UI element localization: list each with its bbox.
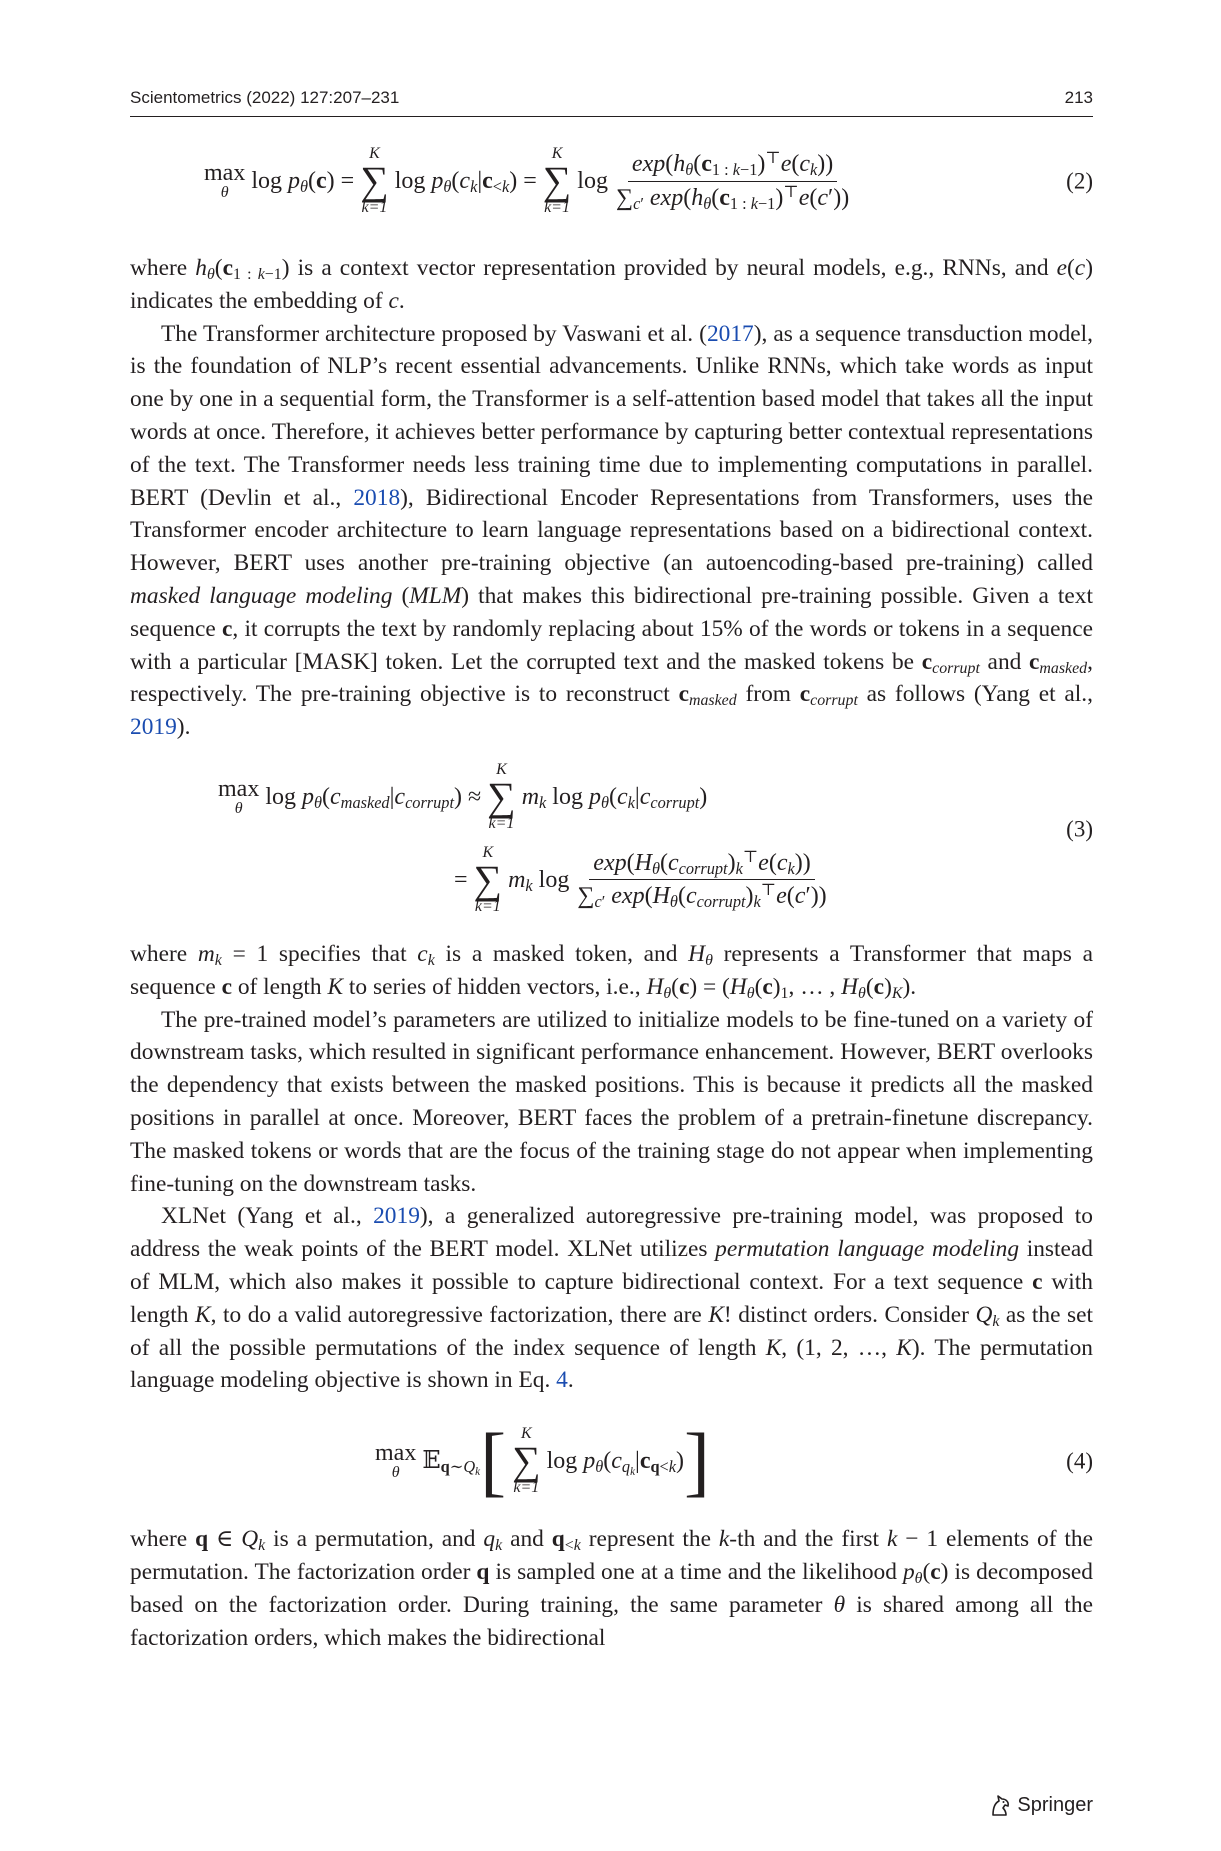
springer-horse-icon [989, 1793, 1011, 1817]
journal-citation: Scientometrics (2022) 127:207–231 [130, 88, 400, 107]
equation-2 [130, 128, 1093, 234]
equation-4-number: (4) [1066, 1448, 1093, 1474]
equation-3-line-1: max θ $\log p_\theta(c_{masked}|c_{corrupt})$ ≈ K ∑ k=1 $m_k$ $\log p_\theta(c_k|c_{corrupt})$ [218, 760, 708, 832]
page-body [130, 128, 1093, 1654]
citation-vaswani-2017[interactable]: 2017 [706, 320, 754, 347]
equation-3-line-2: = K ∑ k=1 $m_k$ log $\frac{\exp(H_\theta(c_{corrupt})_k^⊤e(c_k))}{\sum_{c'} \exp(H_\theta(c_{corrupt})_k^⊤e(c'))}$ [454, 843, 827, 915]
paragraph-6: where q ∈ $Q_k$ is a permutation, and $q_k$ and $q_{<k}$ represent the k-th and the first k − 1 elements of the permutation. The factorization order q is sampled one at a time and the likelihood $p_\theta(c)$ is decomposed based on the factorization order. During training, the same parameter θ is shared among all the factorization orders, which makes the bidirectional [130, 1526, 1093, 1651]
running-header [130, 88, 1093, 117]
equation-3 [130, 758, 1093, 926]
page-number: 213 [1064, 88, 1093, 107]
equation-4 [130, 1411, 1093, 1511]
equation-2-number: (2) [1066, 168, 1093, 194]
equation-4-reference[interactable]: 4 [556, 1367, 568, 1394]
citation-yang-2019-b[interactable]: 2019 [373, 1203, 420, 1230]
paragraph-3: where $m_k = 1$ specifies that $c_k$ is a masked token, and $H_\theta$ represents a Transformer that maps a sequence c of length K to series of hidden vectors, i.e., $H_\theta(c) = (H_\theta(c)_1$, … , $H_\theta(c)_K$). [130, 940, 1093, 1002]
citation-devlin-2018[interactable]: 2018 [353, 484, 401, 511]
equation-3-number: (3) [1066, 815, 1093, 841]
paragraph-4: The pre-trained model’s parameters are utilized to initialize models to be fine-tuned on a variety of downstream tasks, which resulted in significant performance enhancement. However, BERT overlooks the dependency that exists between the masked positions. This is because it predicts all the masked positions in parallel at once. Moreover, BERT faces the problem of a pretrain-finetune discrepancy. The masked tokens or words that are the focus of the training stage do not appear when implementing fine-tuning on the downstream tasks. [130, 1006, 1093, 1197]
paragraph-5: XLNet (Yang et al., 2019), a generalized autoregressive pre-training model, was proposed to address the weak points of the BERT model. XLNet utilizes permutation language modeling instead of MLM, which also makes it possible to capture bidirectional context. For a text sequence c with length K, to do a valid autoregressive factorization, there are K! distinct orders. Consider $Q_k$ as the set of all the possible permutations of the index sequence of length K, (1, 2, …, K). The permutation language modeling objective is shown in Eq. 4. [130, 1203, 1094, 1394]
paragraph-2: The Transformer architecture proposed by Vaswani et al. (2017), as a sequence transduction model, is the foundation of NLP’s recent essential advancements. Unlike RNNs, which take words as input one by one in a sequential form, the Transformer is a self-attention based model that takes all the input words at once. Therefore, it achieves better performance by capturing better contextual representations of the text. The Transformer needs less training time due to implementing computations in parallel. BERT (Devlin et al., 2018), Bidirectional Encoder Representations from Transformers, uses the Transformer encoder architecture to learn language representations based on a bidirectional context. However, BERT uses another pre-training objective (an autoencoding-based pre-training) called masked language modeling (MLM) that makes this bidirectional pre-training possible. Given a text sequence c, it corrupts the text by randomly replacing about 15% of the words or tokens in a sequence with a particular [MASK] token. Let the corrupted text and the masked tokens be $c_{corrupt}$ and $c_{masked}$, respectively. The pre-training objective is to reconstruct $c_{masked}$ from $c_{corrupt}$ as follows (Yang et al., 2019). [130, 320, 1094, 741]
citation-yang-2019[interactable]: 2019 [130, 714, 177, 741]
equation-2-math: max θ $\log p_\theta(c)$ = K ∑ k=1 $\log p_\theta(c_k|c_{<k})$ = K ∑ k=1 log $\frac{\exp(h_\theta(c_{1 : k-1})^⊤e(c_k))}{\sum_{c'} \exp(h_\theta(c_{1 : k-1})^⊤e(c'))}$ [204, 145, 850, 216]
publisher-footer [989, 1793, 1093, 1817]
equation-4-math: max θ 𝔼$_{q\sim Q_k}$ [ K ∑ k=1 $\log p_\theta(c_{q_k}|c_{q<k})$ ] [375, 1417, 710, 1505]
paragraph-1: where $h_\theta(c_{1 : k-1})$ is a context vector representation provided by neural models, e.g., RNNs, and e(c) indicates the embedding of c. [130, 255, 1093, 314]
publisher-name: Springer [1017, 1793, 1093, 1816]
